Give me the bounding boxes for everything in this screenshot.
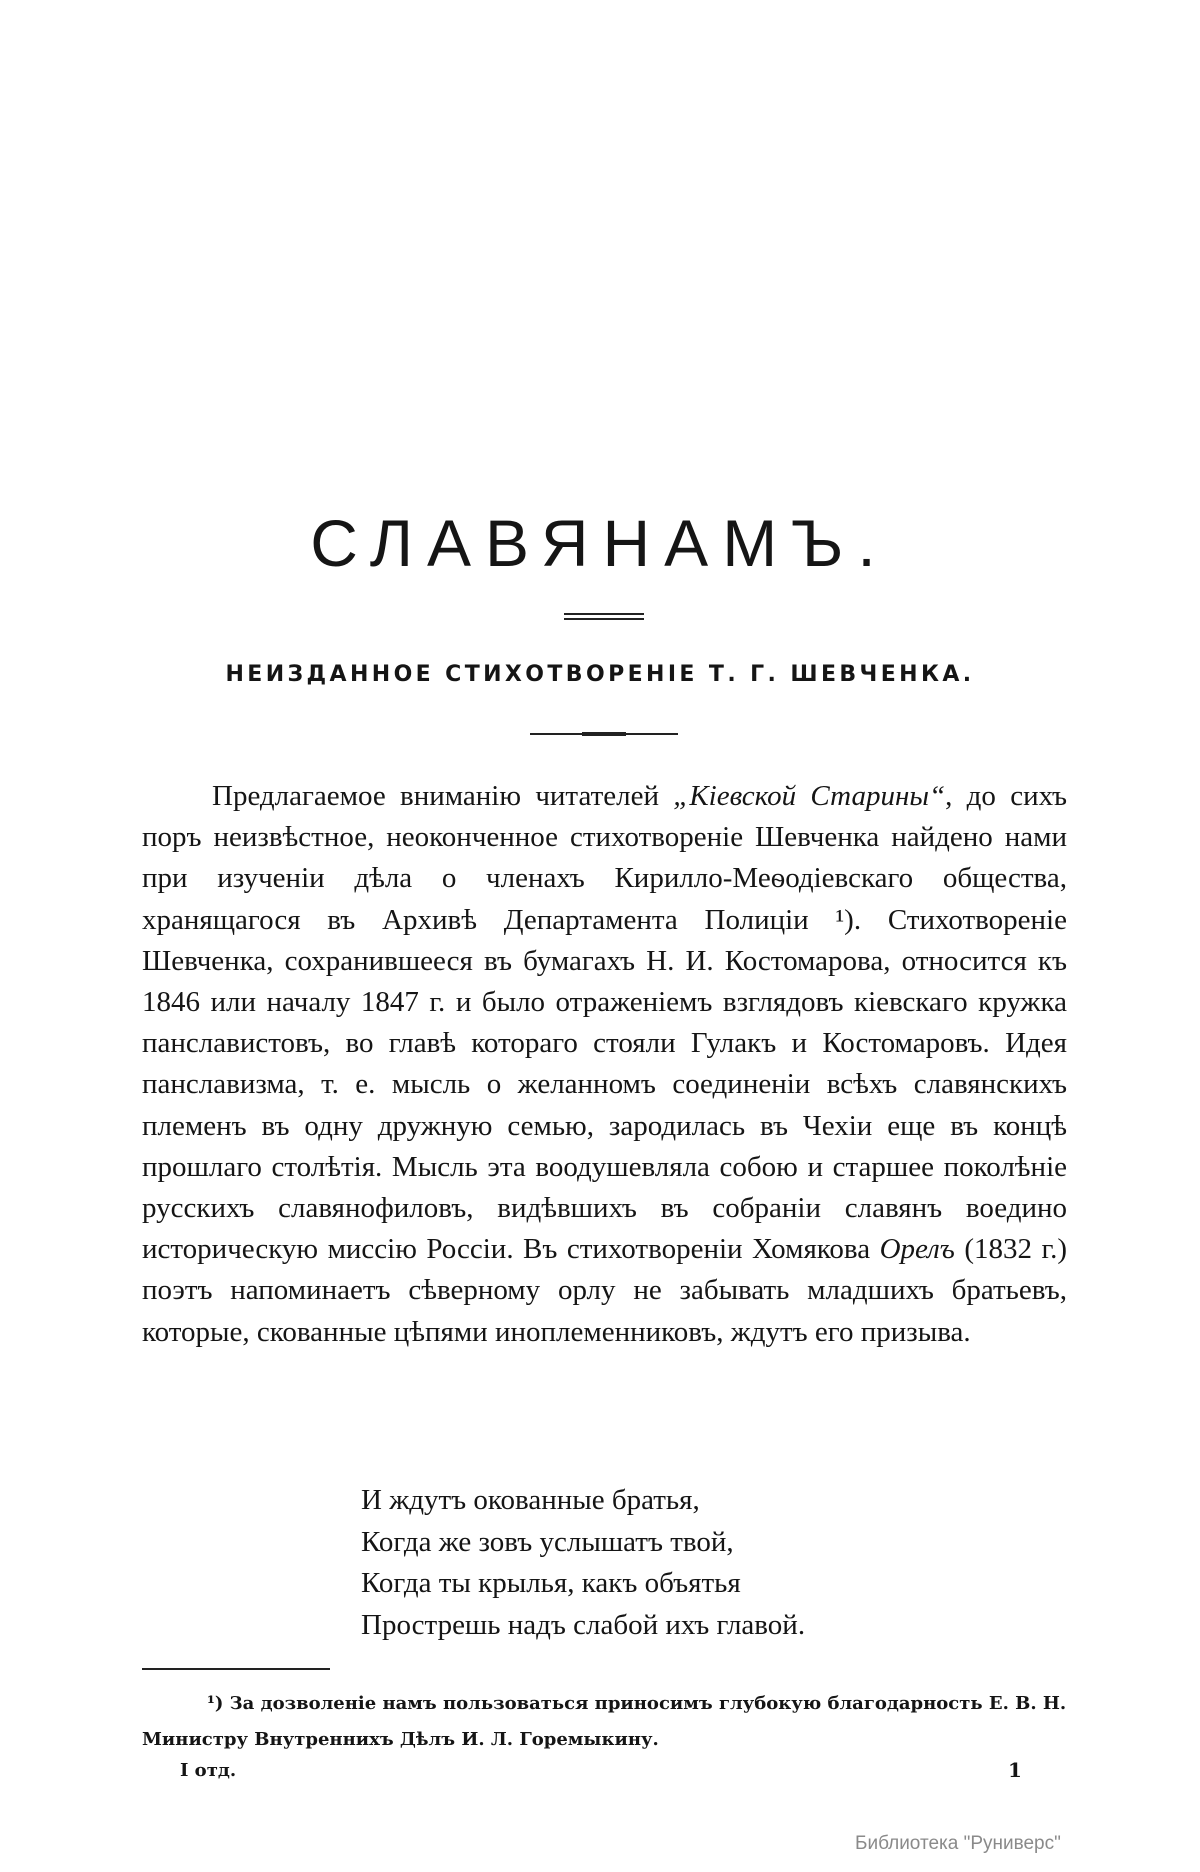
divider-ornament: [582, 732, 626, 736]
page-subtitle: НЕИЗДАННОЕ СТИХОТВОРЕНІЕ Т. Г. ШЕВЧЕНКА.: [225, 662, 975, 687]
body-paragraph-block: [142, 776, 1067, 1353]
journal-name: „Кіевской Старины“: [673, 780, 946, 812]
verse-line: И ждутъ окованные братья,: [361, 1484, 700, 1516]
body-text-part-2: , до сихъ поръ неизвѣстное, неоконченное стихотвореніе Шевченка найдено нами при изученіи дѣла о членахъ Кирилло-Меѳодіевскаго общества, хранящагося въ Архивѣ Департамента Полиціи ¹). Стихотвореніе Шевченка, сохранившееся въ бумагахъ Н. И. Костомарова, относится къ 1846 или началу 1847 г. и было отраженіемъ взглядовъ кіевскаго кружка панславистовъ, во главѣ котораго стояли Гулакъ и Костомаровъ. Идея панславизма, т. е. мысль о желанномъ соединеніи всѣхъ славянскихъ племенъ въ одну дружную семью, зародилась въ Чехіи еще въ концѣ прошлаго столѣтія. Мысль эта воодушевляла собою и старшее поколѣніе русскихъ славянофиловъ, видѣвшихъ въ собраніи славянъ воедино историческую миссію Россіи. Въ стихотвореніи Хомякова: [142, 780, 1068, 1266]
verse-line: Когда ты крылья, какъ объятья: [361, 1567, 741, 1599]
body-text-part-1: Предлагаемое вниманію читателей: [212, 780, 674, 812]
footnote: [142, 1686, 1067, 1758]
library-watermark: Библиотека "Руниверс": [855, 1833, 1061, 1854]
footnote-line: ¹) За дозволеніе намъ пользоваться приносимъ глубокую благодарность Е. В. Н.: [207, 1693, 1067, 1714]
footnote-line: Министру Внутреннихъ Дѣлъ И. Л. Горемыкину.: [142, 1729, 659, 1750]
subtitle-divider: [530, 733, 678, 735]
title-double-rule: [564, 613, 644, 620]
poem-title: Орелъ: [879, 1233, 955, 1266]
verse-line: Прострешь надъ слабой ихъ главой.: [361, 1608, 806, 1641]
footnote-rule: [142, 1668, 330, 1670]
body-text-part-3: (1832 г.) поэтъ напоминаетъ сѣверному орлу не забывать младшихъ братьевъ, которые, скованные цѣпями иноплеменниковъ, ждутъ его призыва.: [142, 1233, 1067, 1348]
verse-quote: [361, 1480, 805, 1646]
verse-line: Когда же зовъ услышатъ твой,: [361, 1525, 734, 1558]
page-title: СЛАВЯНАМЪ.: [310, 506, 890, 580]
signature-mark: I отд.: [180, 1760, 237, 1781]
body-paragraph: [142, 776, 1067, 1353]
page-number: 1: [1008, 1758, 1022, 1782]
